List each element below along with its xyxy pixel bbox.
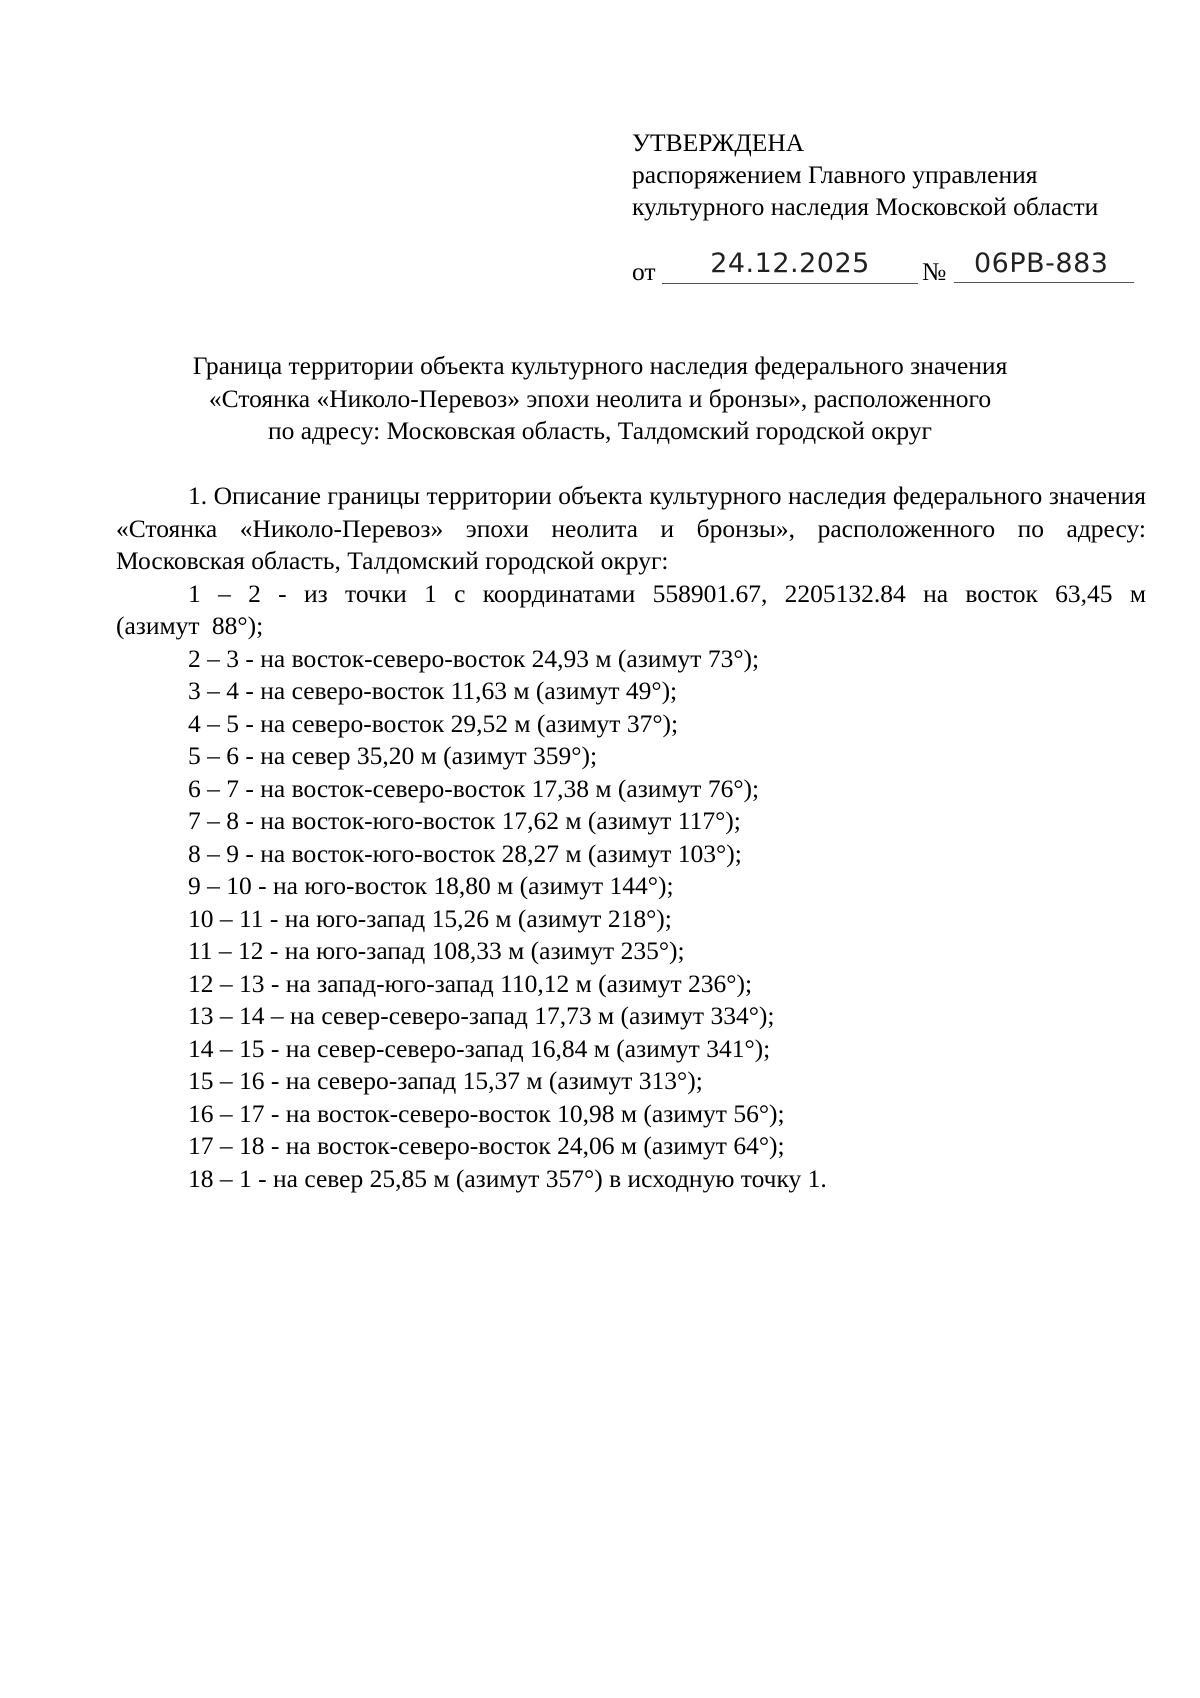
approval-number: 06РВ-883	[954, 249, 1134, 283]
number-label: №	[922, 257, 947, 286]
boundary-segment: 3 – 4 - на северо-восток 11,63 м (азимут 49°);	[188, 676, 678, 705]
boundary-segment: 16 – 17 - на восток-северо-восток 10,98 м (азимут 56°);	[188, 1098, 785, 1128]
boundary-segment: 12 – 13 - на запад-юго-запад 110,12 м (азимут 236°);	[188, 968, 753, 998]
boundary-segment: 7 – 8 - на восток-юго-восток 17,62 м (азимут 117°);	[188, 806, 741, 835]
intro-paragraph: 1. Описание границы территории объекта культурного наследия федерального значения «Стоянка «Николо-Перевоз» эпохи неолита и бронзы», расположенного по адресу: Московская область, Талдомский городской округ:	[116, 481, 1146, 575]
boundary-segment: 17 – 18 - на восток-северо-восток 24,06 м (азимут 64°);	[188, 1131, 785, 1160]
boundary-segment: 2 – 3 - на восток-северо-восток 24,93 м (азимут 73°);	[188, 643, 760, 673]
boundary-segment: 18 – 1 - на север 25,85 м (азимут 357°) в исходную точку 1.	[188, 1163, 827, 1193]
boundary-segment: 4 – 5 - на северо-восток 29,52 м (азимут 37°);	[188, 708, 679, 738]
boundary-segment: 10 – 11 - на юго-запад 15,26 м (азимут 218°);	[188, 903, 672, 933]
boundary-segment: 15 – 16 - на северо-запад 15,37 м (азимут 313°);	[188, 1066, 703, 1095]
title-line-2: «Стоянка «Николо-Перевоз» эпохи неолита и бронзы», расположенного	[208, 383, 992, 413]
date-label: от	[632, 257, 656, 286]
approval-date: 24.12.2025	[662, 249, 918, 284]
approval-line-2: культурного наследия Московской области	[632, 192, 1099, 221]
document-body	[116, 480, 1146, 1195]
title-line-3: по адресу: Московская область, Талдомский городской округ	[267, 416, 933, 445]
document-title	[80, 350, 1120, 448]
title-line-1: Граница территории объекта культурного наследия федерального значения	[192, 351, 1008, 380]
approval-block	[632, 127, 1152, 223]
boundary-segment: 5 – 6 - на север 35,20 м (азимут 359°);	[188, 741, 598, 770]
boundary-segment: 9 – 10 - на юго-восток 18,80 м (азимут 144°);	[188, 871, 674, 900]
boundary-segment: 11 – 12 - на юго-запад 108,33 м (азимут 235°);	[188, 936, 685, 965]
approval-heading: УТВЕРЖДЕНА	[632, 128, 805, 157]
boundary-segment-1-2: 1 – 2 - из точки 1 с координатами 558901.67, 2205132.84 на восток 63,45 м (азимут 88°);	[116, 578, 1146, 640]
boundary-segment: 8 – 9 - на восток-юго-восток 28,27 м (азимут 103°);	[188, 838, 742, 868]
approval-line-1: распоряжением Главного управления	[632, 160, 1038, 189]
boundary-segment: 13 – 14 – на север-северо-запад 17,73 м (азимут 334°);	[188, 1001, 775, 1030]
approval-meta	[632, 249, 1152, 289]
boundary-segment-list	[116, 643, 1146, 1196]
boundary-segment: 6 – 7 - на восток-северо-восток 17,38 м (азимут 76°);	[188, 773, 760, 803]
boundary-segment: 14 – 15 - на север-северо-запад 16,84 м (азимут 341°);	[188, 1033, 771, 1063]
